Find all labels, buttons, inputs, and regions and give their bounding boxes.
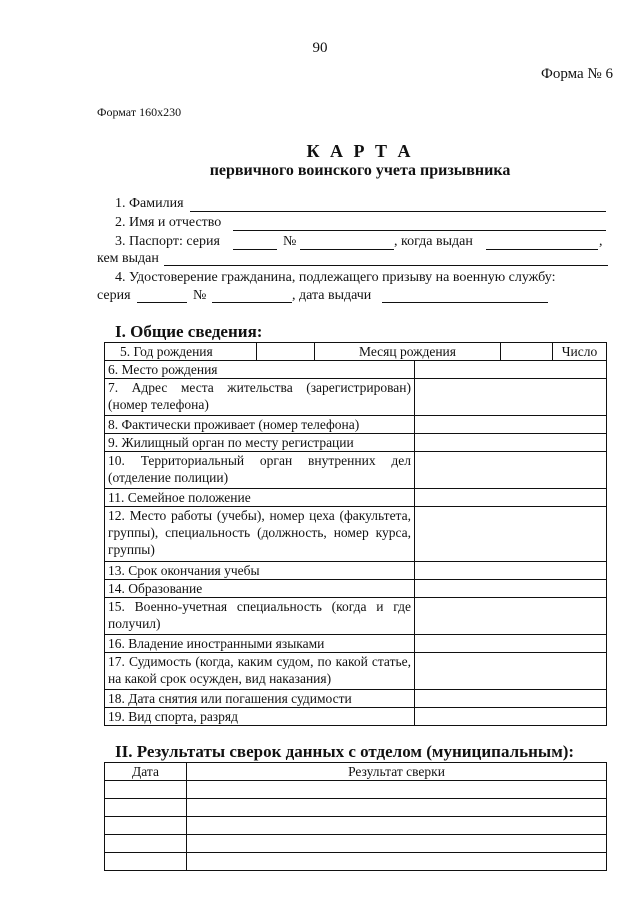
info-row-label: 7. Адрес места жительства (зарегистрирован) (номер телефона) <box>105 379 415 416</box>
info-row <box>105 416 607 434</box>
verification-result-cell[interactable] <box>187 781 607 799</box>
surname-field[interactable] <box>190 211 606 212</box>
verification-row <box>105 835 607 853</box>
certificate-date-label: , дата выдачи <box>292 288 372 303</box>
verification-date-cell[interactable] <box>105 799 187 817</box>
certificate-series-label: серия <box>97 288 131 303</box>
birth-day-label: Число <box>553 343 607 361</box>
info-row-value[interactable] <box>415 598 607 635</box>
general-info-rows <box>104 360 607 726</box>
format-label: Формат 160x230 <box>97 105 182 119</box>
birth-month-cell[interactable] <box>501 343 553 361</box>
info-row-label: 18. Дата снятия или погашения судимости <box>105 690 415 708</box>
certificate-number-field[interactable] <box>212 302 292 303</box>
info-row-label: 13. Срок окончания учебы <box>105 562 415 580</box>
form-number: Форма № 6 <box>541 66 613 82</box>
passport-number-label: № <box>283 234 297 249</box>
document-subtitle: первичного воинского учета призывника <box>209 162 511 179</box>
birth-year-label: 5. Год рождения <box>105 343 257 361</box>
surname-label: 1. Фамилия <box>115 196 184 211</box>
verification-row <box>105 799 607 817</box>
certificate-number-label: № <box>193 288 207 303</box>
birth-year-cell[interactable] <box>257 343 315 361</box>
info-row-value[interactable] <box>415 635 607 653</box>
info-row <box>105 708 607 726</box>
passport-comma: , <box>599 234 603 249</box>
info-row-label: 19. Вид спорта, разряд <box>105 708 415 726</box>
info-row <box>105 635 607 653</box>
certificate-label: 4. Удостоверение гражданина, подлежащего призыву на военную службу: <box>115 270 556 285</box>
section2-title: II. Результаты сверок данных с отделом (муниципальным): <box>115 742 575 761</box>
name-field[interactable] <box>233 230 606 231</box>
info-row <box>105 452 607 489</box>
verification-date-cell[interactable] <box>105 817 187 835</box>
birth-month-label: Месяц рождения <box>315 343 501 361</box>
verification-row <box>105 817 607 835</box>
verification-header <box>105 763 607 781</box>
info-row-value[interactable] <box>415 416 607 434</box>
issued-by-label: кем выдан <box>97 251 159 266</box>
verification-result-cell[interactable] <box>187 817 607 835</box>
issued-by-field[interactable] <box>164 265 608 266</box>
document-title: К А Р Т А <box>306 141 414 161</box>
info-row-value[interactable] <box>415 708 607 726</box>
info-row-label: 10. Территориальный орган внутренних дел (отделение полиции) <box>105 452 415 489</box>
info-row-label: 8. Фактически проживает (номер телефона) <box>105 416 415 434</box>
verification-date-cell[interactable] <box>105 853 187 871</box>
verification-row <box>105 853 607 871</box>
info-row-label: 15. Военно-учетная специальность (когда и где получил) <box>105 598 415 635</box>
name-label: 2. Имя и отчество <box>115 215 222 230</box>
verification-result-cell[interactable] <box>187 835 607 853</box>
info-row <box>105 580 607 598</box>
info-row <box>105 489 607 507</box>
verification-result-cell[interactable] <box>187 853 607 871</box>
info-row <box>105 361 607 379</box>
result-column-header: Результат сверки <box>187 763 607 781</box>
verification-date-cell[interactable] <box>105 835 187 853</box>
general-info-table <box>104 342 607 361</box>
info-row-label: 12. Место работы (учебы), номер цеха (факультета, группы), специальность (должность, номер курса, группы) <box>105 507 415 562</box>
info-row-value[interactable] <box>415 507 607 562</box>
info-row-value[interactable] <box>415 452 607 489</box>
passport-series-label: 3. Паспорт: серия <box>115 234 220 249</box>
info-row-label: 9. Жилищный орган по месту регистрации <box>105 434 415 452</box>
certificate-date-field[interactable] <box>382 302 548 303</box>
page-number: 90 <box>312 40 328 56</box>
info-row-value[interactable] <box>415 361 607 379</box>
info-row <box>105 598 607 635</box>
verification-result-cell[interactable] <box>187 799 607 817</box>
info-row-value[interactable] <box>415 562 607 580</box>
info-row <box>105 434 607 452</box>
passport-number-field[interactable] <box>300 249 394 250</box>
info-row-label: 14. Образование <box>105 580 415 598</box>
info-row-label: 11. Семейное положение <box>105 489 415 507</box>
info-row-value[interactable] <box>415 489 607 507</box>
section1-title: I. Общие сведения: <box>115 322 263 341</box>
date-column-header: Дата <box>105 763 187 781</box>
info-row-value[interactable] <box>415 434 607 452</box>
passport-date-label: , когда выдан <box>394 234 473 249</box>
info-row <box>105 379 607 416</box>
verification-date-cell[interactable] <box>105 781 187 799</box>
info-row-value[interactable] <box>415 379 607 416</box>
certificate-series-field[interactable] <box>137 302 187 303</box>
info-row <box>105 562 607 580</box>
info-row <box>105 507 607 562</box>
passport-series-field[interactable] <box>233 249 277 250</box>
verification-row <box>105 781 607 799</box>
passport-date-field[interactable] <box>486 249 598 250</box>
info-row-value[interactable] <box>415 690 607 708</box>
info-row-label: 16. Владение иностранными языками <box>105 635 415 653</box>
info-row <box>105 690 607 708</box>
info-row-value[interactable] <box>415 653 607 690</box>
birth-row <box>105 343 607 361</box>
info-row <box>105 653 607 690</box>
info-row-label: 17. Судимость (когда, каким судом, по какой статье, на какой срок осужден, вид наказания) <box>105 653 415 690</box>
info-row-label: 6. Место рождения <box>105 361 415 379</box>
verification-table <box>104 762 607 871</box>
info-row-value[interactable] <box>415 580 607 598</box>
